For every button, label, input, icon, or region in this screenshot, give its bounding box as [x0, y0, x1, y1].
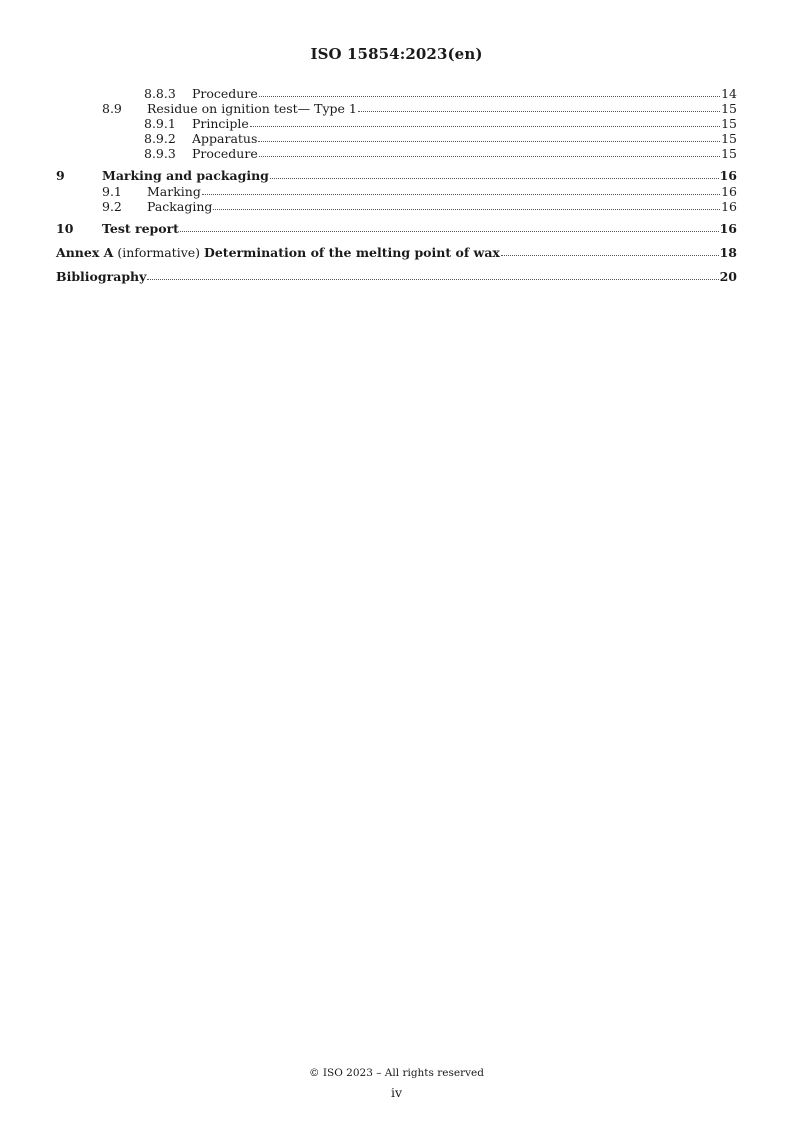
- toc-entry-page: 20: [719, 269, 737, 284]
- dot-leader: [147, 279, 718, 280]
- toc-entry-number: 8.9.3: [144, 146, 176, 161]
- toc-entry-8-9-3[interactable]: [56, 146, 737, 161]
- dot-leader: [259, 96, 720, 97]
- toc-entry-number: 8.9.1: [144, 116, 176, 131]
- toc-entry-9[interactable]: [56, 168, 737, 184]
- toc-entry-page: 16: [719, 168, 737, 183]
- toc-entry-number: 10: [56, 221, 74, 236]
- dot-leader: [258, 141, 720, 142]
- toc-entry-title: Residue on ignition test— Type 1: [147, 101, 357, 116]
- toc-entry-page: 15: [721, 131, 737, 146]
- toc-entry-title: [56, 245, 500, 261]
- toc-entry-page: 15: [721, 146, 737, 161]
- toc-entry-annex-a[interactable]: [56, 245, 737, 261]
- toc-entry-title: Test report: [102, 221, 179, 236]
- toc-entry-page: 15: [721, 101, 737, 116]
- toc-entry-title: Bibliography: [56, 269, 147, 284]
- toc-entry-page: 16: [719, 221, 737, 236]
- toc-entry-page: 15: [721, 116, 737, 131]
- copyright-footer: © ISO 2023 – All rights reserved: [309, 1067, 484, 1079]
- toc-entry-page: 14: [721, 86, 737, 101]
- toc-entry-page: 18: [719, 245, 737, 260]
- page-number: iv: [390, 1085, 403, 1100]
- toc-entry-8-8-3[interactable]: [56, 86, 737, 101]
- dot-leader: [270, 178, 719, 179]
- toc-entry-9-2[interactable]: [56, 199, 737, 214]
- dot-leader: [202, 194, 720, 195]
- toc-entry-title: Marking and packaging: [102, 168, 269, 183]
- document-header: ISO 15854:2023(en): [310, 45, 483, 63]
- toc-entry-title: Apparatus: [192, 131, 258, 146]
- toc-entry-bibliography[interactable]: [56, 269, 737, 285]
- dot-leader: [213, 209, 720, 210]
- toc-entry-title: Procedure: [192, 86, 258, 101]
- toc-entry-number: 9: [56, 168, 65, 183]
- dot-leader: [358, 111, 720, 112]
- toc-entry-number: 9.2: [102, 199, 122, 214]
- toc-entry-number: 8.9: [102, 101, 122, 116]
- toc-entry-number: 8.8.3: [144, 86, 176, 101]
- toc-entry-10[interactable]: [56, 221, 737, 237]
- toc-entry-title: Principle: [192, 116, 249, 131]
- toc-entry-8-9[interactable]: [56, 101, 737, 116]
- dot-leader: [259, 156, 720, 157]
- annex-label: Annex A: [56, 245, 114, 260]
- toc-entry-title: Marking: [147, 184, 201, 199]
- toc-entry-title: Packaging: [147, 199, 213, 214]
- toc-entry-number: 8.9.2: [144, 131, 176, 146]
- dot-leader: [250, 126, 720, 127]
- toc-entry-8-9-2[interactable]: [56, 131, 737, 146]
- toc-entry-page: 16: [721, 184, 737, 199]
- annex-type: (informative): [113, 245, 205, 260]
- toc-entry-8-9-1[interactable]: [56, 116, 737, 131]
- dot-leader: [501, 255, 719, 256]
- toc-entry-title: Procedure: [192, 146, 258, 161]
- toc-entry-number: 9.1: [102, 184, 122, 199]
- table-of-contents: [56, 86, 737, 285]
- toc-entry-page: 16: [721, 199, 737, 214]
- toc-entry-9-1[interactable]: [56, 184, 737, 199]
- annex-title: Determination of the melting point of wax: [204, 245, 500, 260]
- dot-leader: [180, 231, 719, 232]
